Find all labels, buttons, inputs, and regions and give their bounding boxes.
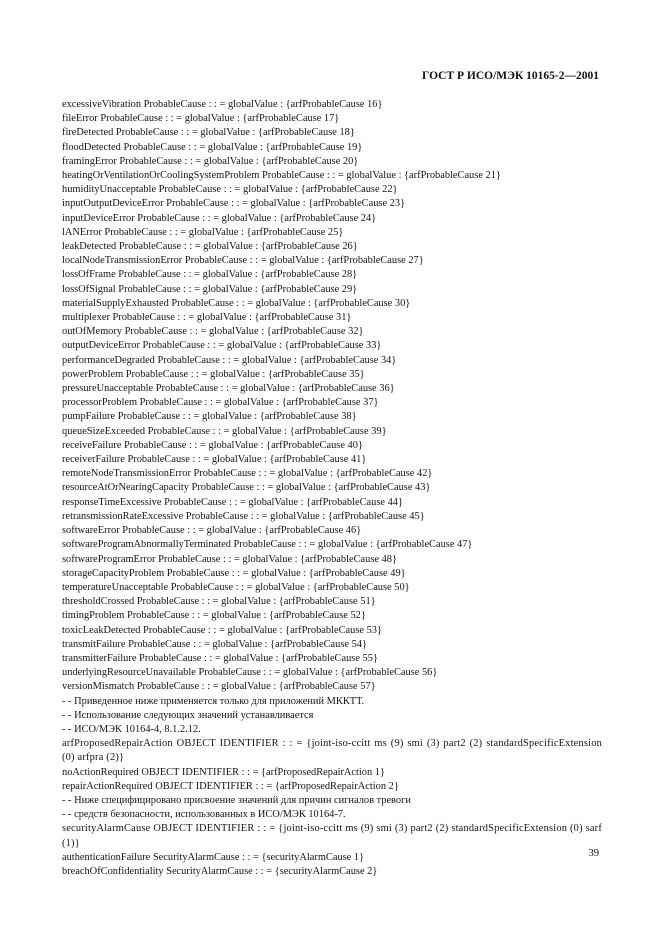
text-line: heatingOrVentilationOrCoolingSystemProblem ProbableCause : : = globalValue : {arfProbableCause 21} <box>62 170 501 182</box>
text-line: floodDetected ProbableCause : : = globalValue : {arfProbableCause 19} <box>62 141 363 153</box>
text-line: lANError ProbableCause : : = globalValue : {arfProbableCause 25} <box>62 226 344 238</box>
text-line: receiveFailure ProbableCause : : = globalValue : {arfProbableCause 40} <box>62 439 363 451</box>
text-line: fireDetected ProbableCause : : = globalValue : {arfProbableCause 18} <box>62 127 355 139</box>
text-line: inputDeviceError ProbableCause : : = globalValue : {arfProbableCause 24} <box>62 212 377 224</box>
text-line: receiverFailure ProbableCause : : = globalValue : {arfProbableCause 41} <box>62 454 367 466</box>
text-line: materialSupplyExhausted ProbableCause : : = globalValue : {arfProbableCause 30} <box>62 297 411 309</box>
comment-line: - - Ниже специфицировано присвоение значений для причин сигналов тревоги <box>62 794 411 806</box>
text-line: transmitterFailure ProbableCause : : = globalValue : {arfProbableCause 55} <box>62 652 378 664</box>
text-paragraph: securityAlarmCause OBJECT IDENTIFIER : : = {joint-iso-ccitt ms (9) smi (3) part2 (2) standardSpecificExtension (0) sarf (1)} <box>62 823 602 849</box>
text-paragraph: arfProposedRepairAction OBJECT IDENTIFIER : : = {joint-iso-ccitt ms (9) smi (3) part2 (2) standardSpecificExtension (0) arfpra (2)} <box>62 738 602 764</box>
text-line: powerProblem ProbableCause : : = globalValue : {arfProbableCause 35} <box>62 368 365 380</box>
text-line: softwareError ProbableCause : : = globalValue : {arfProbableCause 46} <box>62 525 362 537</box>
text-line: softwareProgramAbnormallyTerminated ProbableCause : : = globalValue : {arfProbableCause 47} <box>62 539 473 551</box>
text-line: remoteNodeTransmissionError ProbableCause : : = globalValue : {arfProbableCause 42} <box>62 468 433 480</box>
text-line: repairActionRequired OBJECT IDENTIFIER : : = {arfProposedRepairAction 2} <box>62 780 399 792</box>
text-line: processorProblem ProbableCause : : = globalValue : {arfProbableCause 37} <box>62 397 379 409</box>
document-body <box>62 98 602 879</box>
comment-line: - - Использование следующих значений устанавливается <box>62 709 314 721</box>
text-line: outOfMemory ProbableCause : : = globalValue : {arfProbableCause 32} <box>62 326 364 338</box>
text-line: versionMismatch ProbableCause : : = globalValue : {arfProbableCause 57} <box>62 681 376 693</box>
page-header: ГОСТ Р ИСО/МЭК 10165-2—2001 <box>422 70 599 82</box>
text-line: temperatureUnacceptable ProbableCause : : = globalValue : {arfProbableCause 50} <box>62 581 410 593</box>
text-line: excessiveVibration ProbableCause : : = globalValue : {arfProbableCause 16} <box>62 99 383 110</box>
text-line: lossOfSignal ProbableCause : : = globalValue : {arfProbableCause 29} <box>62 283 358 295</box>
text-line: underlyingResourceUnavailable ProbableCause : : = globalValue : {arfProbableCause 56} <box>62 667 438 679</box>
comment-line: - - Приведенное ниже применяется только для приложений МККТТ. <box>62 695 365 707</box>
text-line: noActionRequired OBJECT IDENTIFIER : : = {arfProposedRepairAction 1} <box>62 766 385 778</box>
text-line: authenticationFailure SecurityAlarmCause : : = {securityAlarmCause 1} <box>62 851 365 863</box>
text-line: pressureUnacceptable ProbableCause : : = globalValue : {arfProbableCause 36} <box>62 383 395 395</box>
page-number: 39 <box>588 848 599 859</box>
comment-line: - - средств безопасности, использованных в ИСО/МЭК 10164-7. <box>62 809 346 821</box>
text-line: performanceDegraded ProbableCause : : = globalValue : {arfProbableCause 34} <box>62 354 397 366</box>
text-line: breachOfConfidentiality SecurityAlarmCause : : = {securityAlarmCause 2} <box>62 865 378 877</box>
text-line: humidityUnacceptable ProbableCause : : = globalValue : {arfProbableCause 22} <box>62 184 398 196</box>
text-line: lossOfFrame ProbableCause : : = globalValue : {arfProbableCause 28} <box>62 269 358 281</box>
text-line: localNodeTransmissionError ProbableCause : : = globalValue : {arfProbableCause 27} <box>62 255 424 267</box>
text-line: responseTimeExcessive ProbableCause : : = globalValue : {arfProbableCause 44} <box>62 496 403 508</box>
text-line: pumpFailure ProbableCause : : = globalValue : {arfProbableCause 38} <box>62 411 357 423</box>
comment-line: - - ИСО/МЭК 10164-4, 8.1.2.12. <box>62 723 201 735</box>
text-line: thresholdCrossed ProbableCause : : = globalValue : {arfProbableCause 51} <box>62 596 376 608</box>
text-line: outputDeviceError ProbableCause : : = globalValue : {arfProbableCause 33} <box>62 340 382 352</box>
text-line: timingProblem ProbableCause : : = globalValue : {arfProbableCause 52} <box>62 610 366 622</box>
text-line: framingError ProbableCause : : = globalValue : {arfProbableCause 20} <box>62 155 359 167</box>
text-line: inputOutputDeviceError ProbableCause : : = globalValue : {arfProbableCause 23} <box>62 198 406 210</box>
text-line: queueSizeExceeded ProbableCause : : = globalValue : {arfProbableCause 39} <box>62 425 387 437</box>
text-line: leakDetected ProbableCause : : = globalValue : {arfProbableCause 26} <box>62 241 358 253</box>
text-line: multiplexer ProbableCause : : = globalValue : {arfProbableCause 31} <box>62 312 352 324</box>
text-line: retransmissionRateExcessive ProbableCause : : = globalValue : {arfProbableCause 45} <box>62 510 425 522</box>
text-line: transmitFailure ProbableCause : : = globalValue : {arfProbableCause 54} <box>62 638 367 650</box>
text-line: toxicLeakDetected ProbableCause : : = globalValue : {arfProbableCause 53} <box>62 624 382 636</box>
text-line: fileError ProbableCause : : = globalValue : {arfProbableCause 17} <box>62 113 340 125</box>
text-line: softwareProgramError ProbableCause : : = globalValue : {arfProbableCause 48} <box>62 553 397 565</box>
text-line: resourceAtOrNearingCapacity ProbableCause : : = globalValue : {arfProbableCause 43} <box>62 482 431 494</box>
text-line: storageCapacityProblem ProbableCause : : = globalValue : {arfProbableCause 49} <box>62 567 406 579</box>
